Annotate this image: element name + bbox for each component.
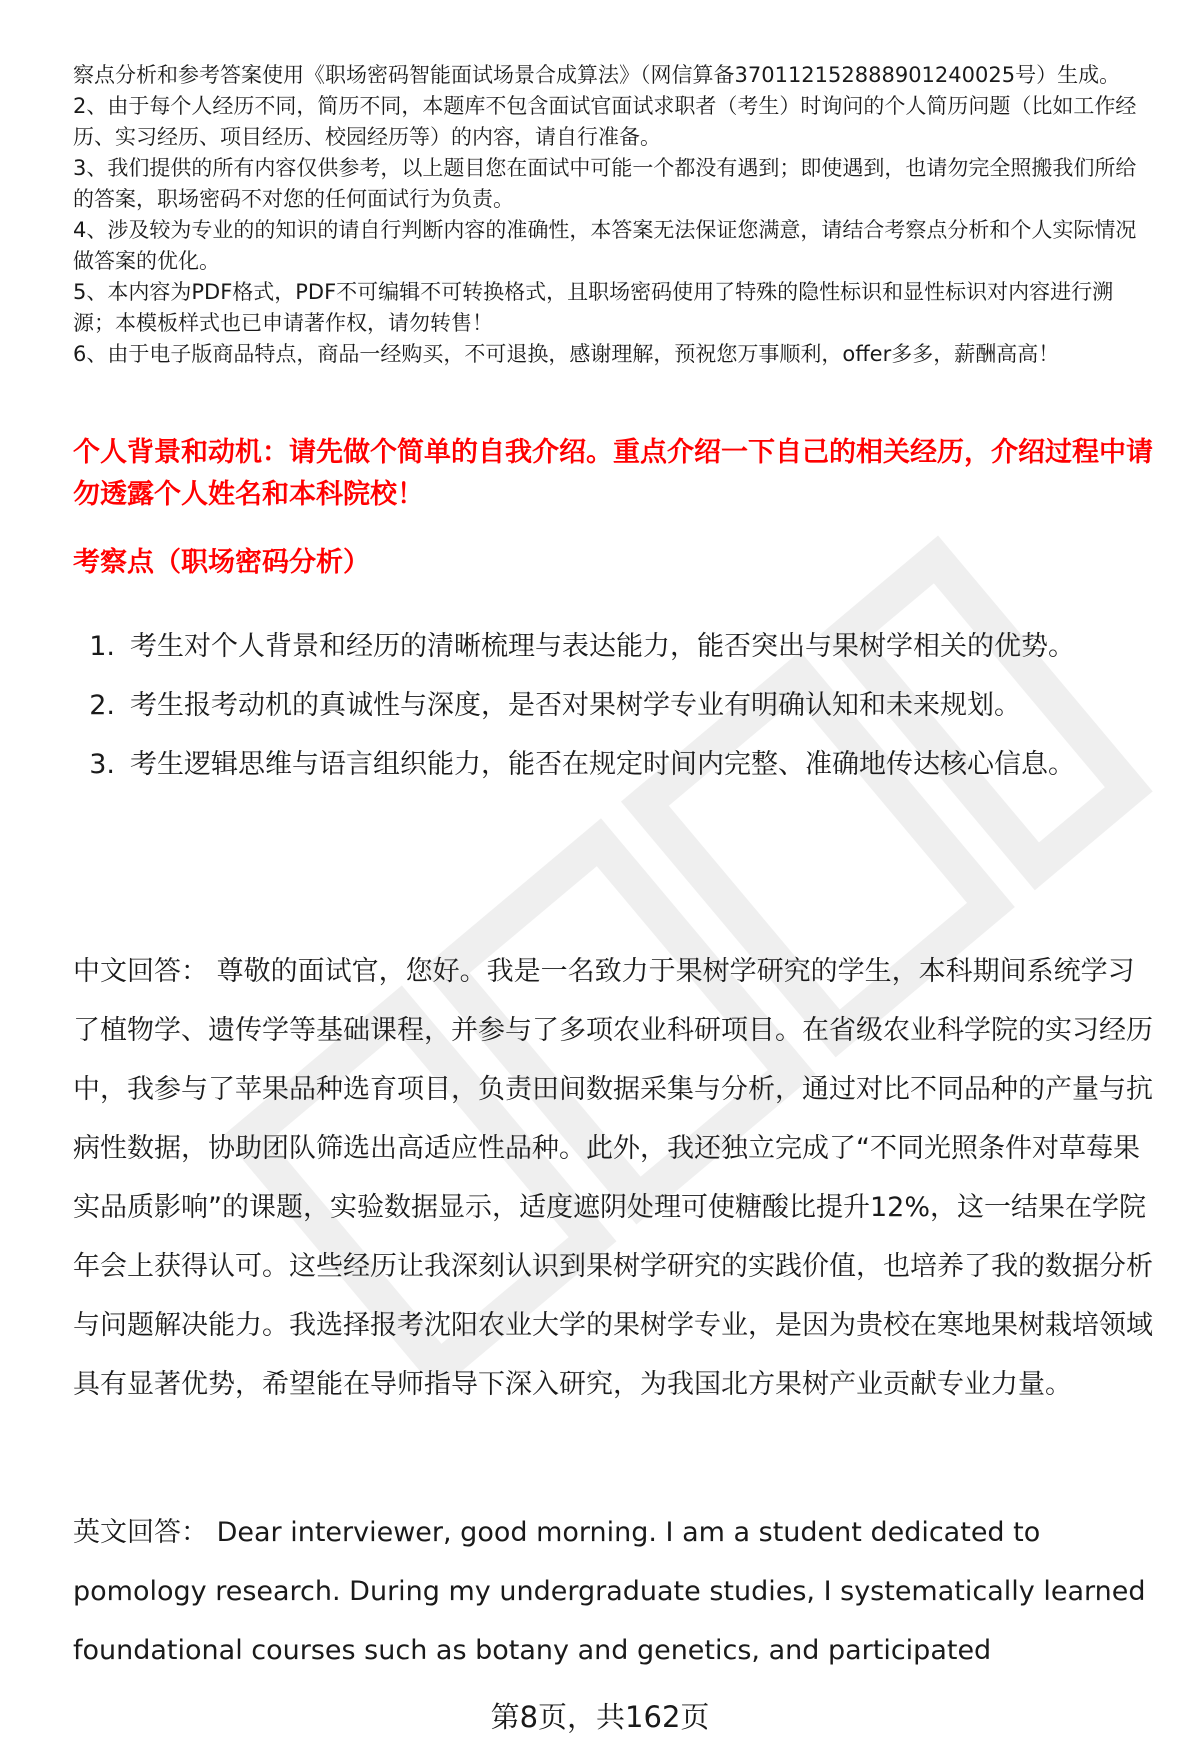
chinese-answer: 中文回答： 尊敬的面试官，您好。我是一名致力于果树学研究的学生，本科期间系统学习了植物学、遗传学等基础课程，并参与了多项农业科研项目。在省级农业科学院的实习经历中，我参与了苹果品种选育项目，负责田间数据采集与分析，通过对比不同品种的产量与抗病性数据，协助团队筛选出高适应性品种。此外，我还独立完成了“不同光照条件对草莓果实品质影响”的课题，实验数据显示，适度遮阴处理可使糖酸比提升12%，这一结果在学院年会上获得认可。这些经历让我深刻认识到果树学研究的实践价值，也培养了我的数据分析与问题解决能力。我选择报考沈阳农业大学的果树学专业，是因为贵校在寒地果树栽培领域具有显著优势，希望能在导师指导下深入研究，为我国北方果树产业贡献专业力量。 [73, 956, 1153, 1400]
list-item-text: 考生逻辑思维与语言组织能力，能否在规定时间内完整、准确地传达核心信息。 [130, 749, 1075, 780]
list-item [73, 735, 1153, 794]
disclaimer-notes [73, 60, 1153, 370]
english-answer: 英文回答： Dear interviewer, good morning. I am a student dedicated to pomology research. During my undergraduate studies, I systematically learned foundational courses such as botany and genetics, and participated [73, 1517, 1146, 1666]
question-heading: 个人背景和动机：请先做个简单的自我介绍。重点介绍一下自己的相关经历，介绍过程中请勿透露个人姓名和本科院校！ [73, 437, 1153, 510]
assessment-points-list [73, 617, 1153, 794]
list-item [73, 617, 1153, 676]
list-item [73, 676, 1153, 735]
note-line: 2、由于每个人经历不同，简历不同，本题库不包含面试官面试求职者（考生）时询问的个人简历问题（比如工作经历、实习经历、项目经历、校园经历等）的内容，请自行准备。 [73, 94, 1137, 149]
list-item-number: 2. [89, 690, 115, 721]
note-line: 察点分析和参考答案使用《职场密码智能面试场景合成算法》（网信算备370112152888901240025号）生成。 [73, 63, 1121, 87]
page-number-footer: 第8页，共162页 [490, 1700, 710, 1734]
note-line: 4、涉及较为专业的的知识的请自行判断内容的准确性，本答案无法保证您满意，请结合考察点分析和个人实际情况做答案的优化。 [73, 218, 1137, 273]
assessment-points-heading: 考察点（职场密码分析） [73, 547, 370, 578]
note-line: 5、本内容为PDF格式，PDF不可编辑不可转换格式，且职场密码使用了特殊的隐性标识和显性标识对内容进行溯源；本模板样式也已申请著作权，请勿转售！ [73, 280, 1114, 335]
note-line: 3、我们提供的所有内容仅供参考，以上题目您在面试中可能一个都没有遇到；即使遇到，也请勿完全照搬我们所给的答案，职场密码不对您的任何面试行为负责。 [73, 156, 1137, 211]
list-item-text: 考生报考动机的真诚性与深度，是否对果树学专业有明确认知和未来规划。 [130, 690, 1021, 721]
note-line: 6、由于电子版商品特点，商品一经购买，不可退换，感谢理解，预祝您万事顺利，offer多多，薪酬高高！ [73, 342, 1060, 366]
list-item-number: 3. [89, 749, 115, 780]
list-item-text: 考生对个人背景和经历的清晰梳理与表达能力，能否突出与果树学相关的优势。 [130, 631, 1075, 662]
list-item-number: 1. [89, 631, 115, 662]
